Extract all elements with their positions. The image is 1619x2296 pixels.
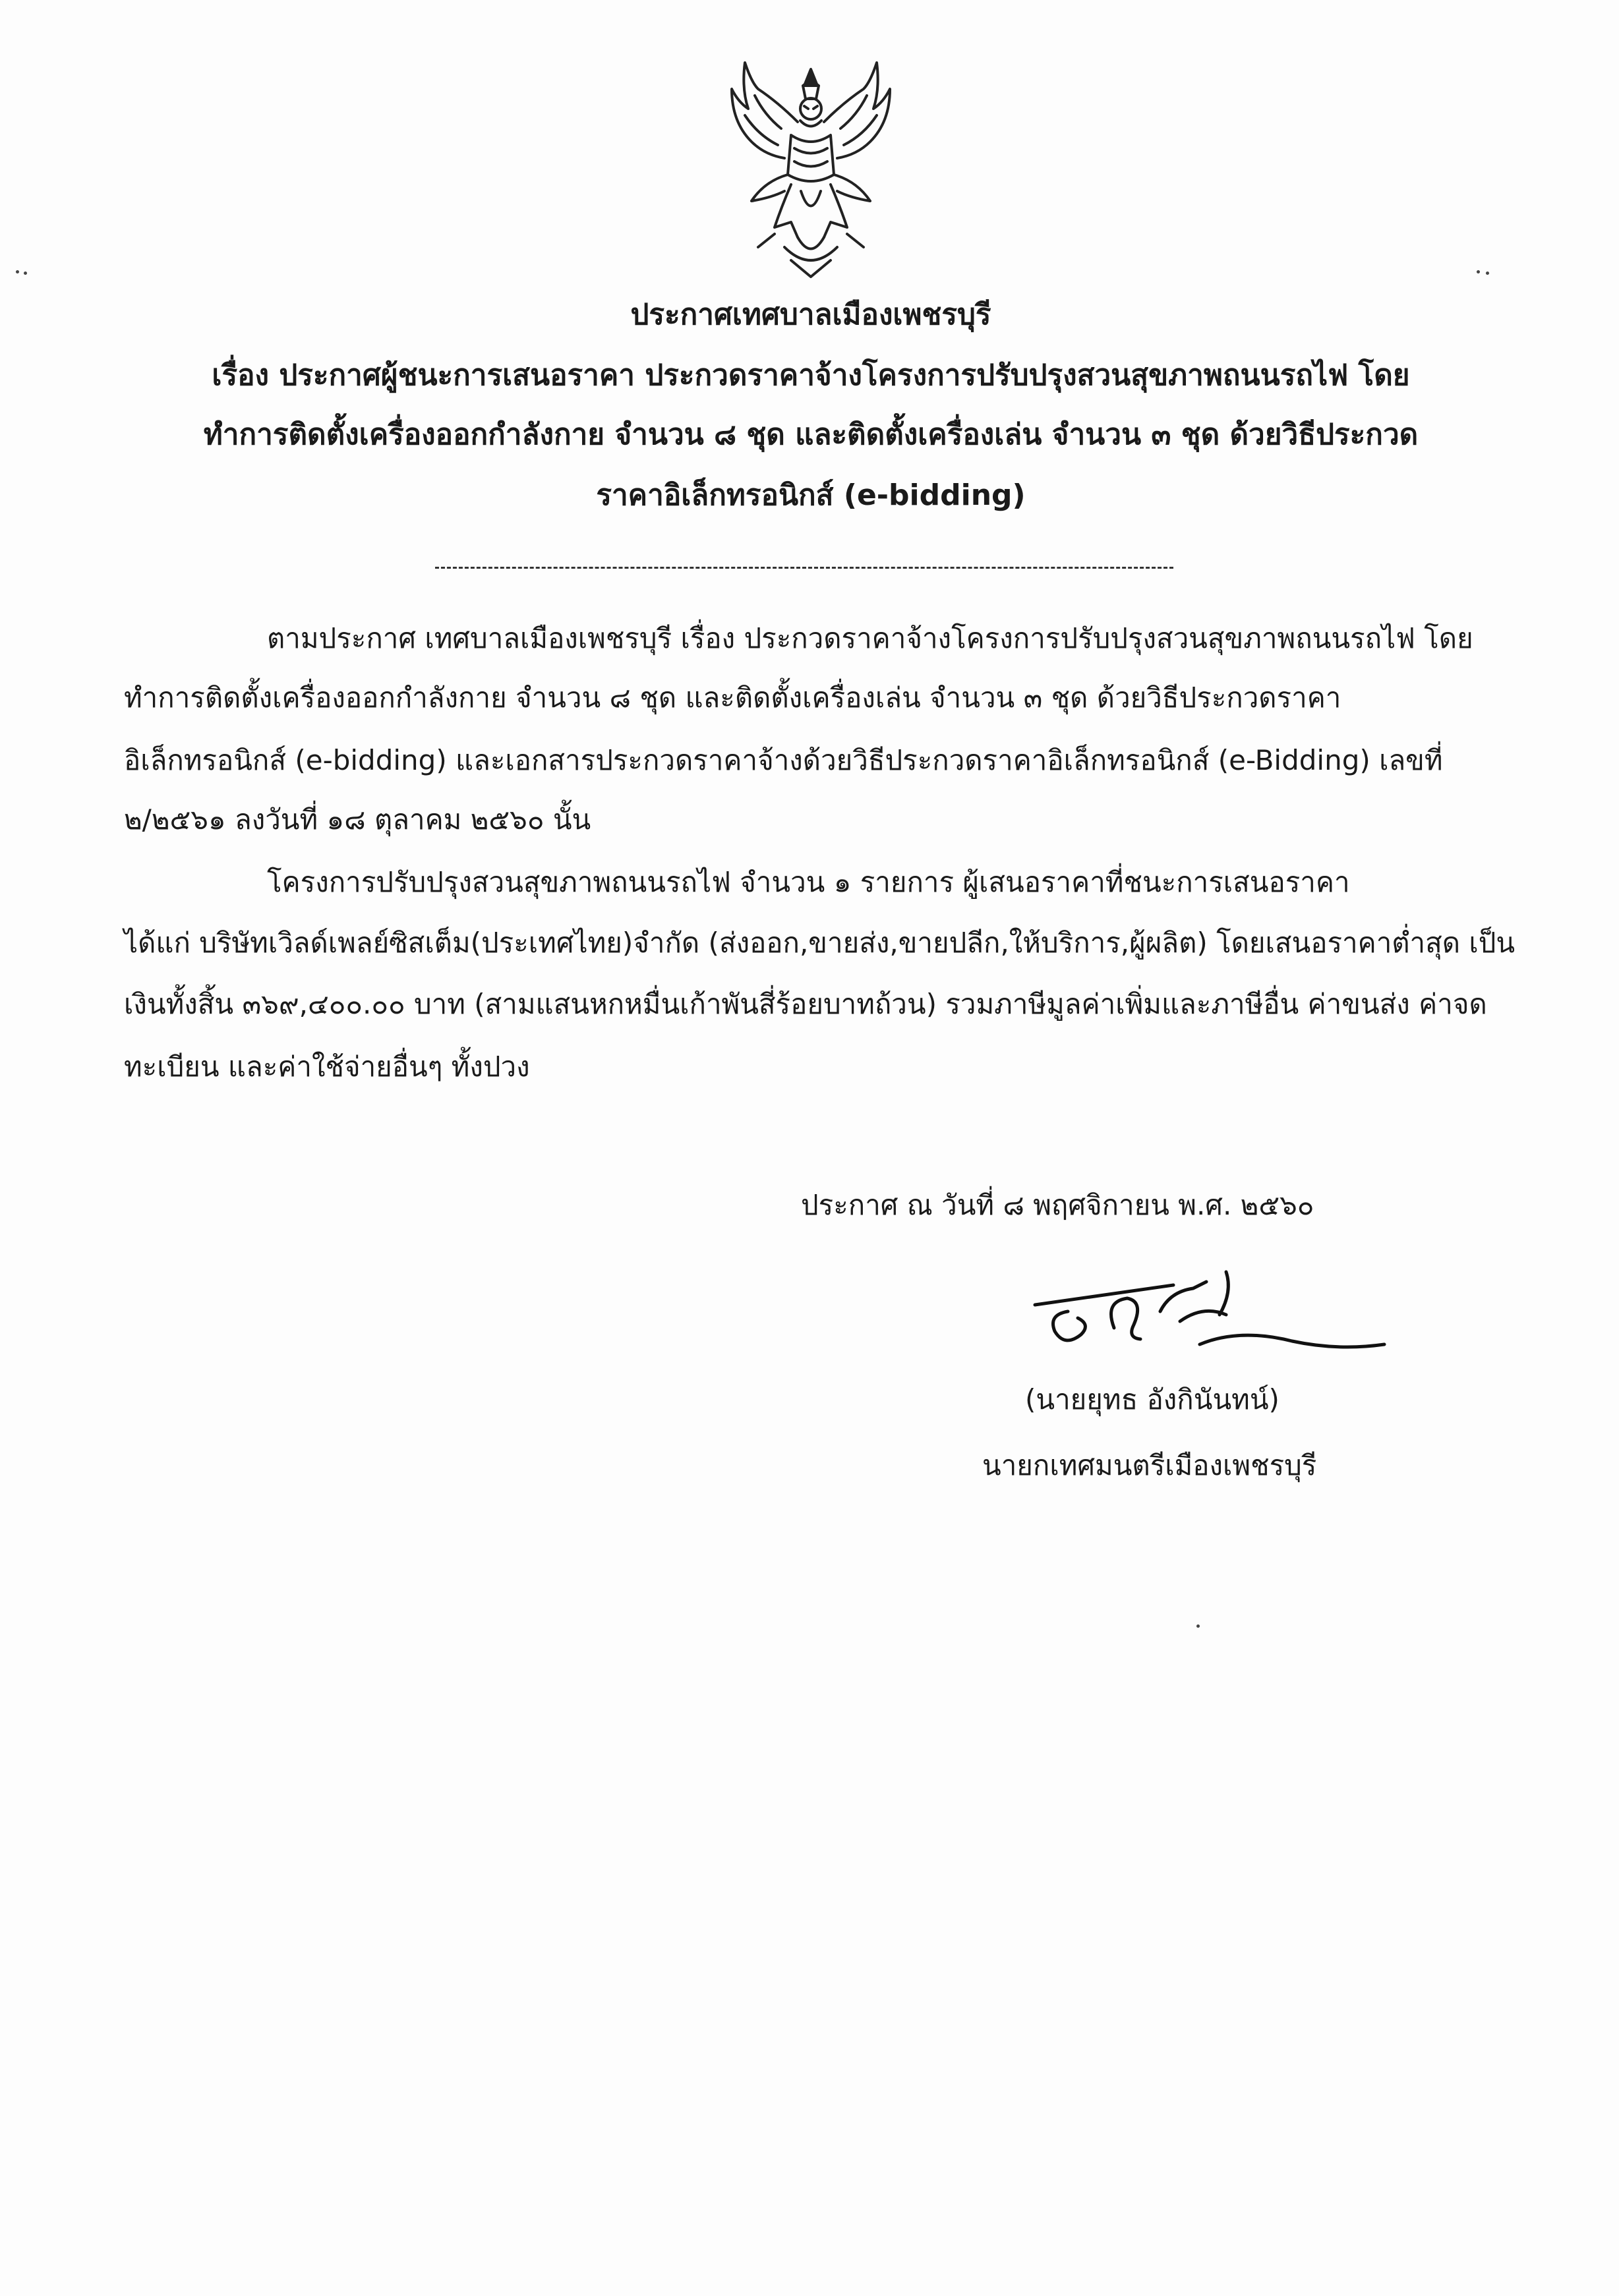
dashed-separator (435, 567, 1173, 569)
subject-line-3: ราคาอิเล็กทรอนิกส์ (e-bidding) (596, 478, 1026, 512)
scan-speck (24, 272, 27, 275)
scan-speck (1486, 272, 1489, 275)
subject-line-2: ทำการติดตั้งเครื่องออกกำลังกาย จำนวน ๘ ชุด และติดตั้งเครื่องเล่น จำนวน ๓ ชุด ด้วยวิธีประกวด (203, 418, 1419, 451)
scan-speck (1477, 270, 1480, 273)
paragraph-1-line-3: อิเล็กทรอนิกส์ (e-bidding) และเอกสารประกวดราคาจ้างด้วยวิธีประกวดราคาอิเล็กทรอนิกส์ (e-Bidding) เลขที่ (124, 744, 1443, 776)
handwritten-signature (1028, 1265, 1398, 1364)
paragraph-2-line-4: ทะเบียน และค่าใช้จ่ายอื่นๆ ทั้งปวง (124, 1050, 530, 1083)
paragraph-1-line-1: ตามประกาศ เทศบาลเมืองเพชรบุรี เรื่อง ประกวดราคาจ้างโครงการปรับปรุงสวนสุขภาพถนนรถไฟ โดย (267, 622, 1473, 654)
paragraph-2-line-3: เงินทั้งสิ้น ๓๖๙,๔๐๐.๐๐ บาท (สามแสนหกหมื่นเก้าพันสี่ร้อยบาทถ้วน) รวมภาษีมูลค่าเพิ่มและภาษีอื่น ค่าขนส่ง ค่าจด (124, 988, 1487, 1020)
scan-speck (16, 270, 19, 273)
announcement-date: ประกาศ ณ วันที่ ๘ พฤศจิกายน พ.ศ. ๒๕๖๐ (801, 1189, 1314, 1221)
paragraph-2-line-1: โครงการปรับปรุงสวนสุขภาพถนนรถไฟ จำนวน ๑ รายการ ผู้เสนอราคาที่ชนะการเสนอราคา (267, 866, 1350, 898)
paragraph-2-line-2: ได้แก่ บริษัทเวิลด์เพลย์ซิสเต็ม(ประเทศไทย)จำกัด (ส่งออก,ขายส่ง,ขายปลีก,ให้บริการ,ผู้ผลิต) โดยเสนอราคาต่ำสุด เป็น (124, 927, 1516, 959)
signer-name: (นายยุทธ อังกินันทน์) (1025, 1383, 1280, 1416)
paragraph-1-line-4: ๒/๒๕๖๑ ลงวันที่ ๑๘ ตุลาคม ๒๕๖๐ นั้น (124, 803, 591, 836)
scan-speck (1196, 1624, 1200, 1628)
paragraph-1-line-2: ทำการติดตั้งเครื่องออกกำลังกาย จำนวน ๘ ชุด และติดตั้งเครื่องเล่น จำนวน ๓ ชุด ด้วยวิธีประกวดราคา (124, 681, 1341, 714)
subject-line-1: เรื่อง ประกาศผู้ชนะการเสนอราคา ประกวดราคาจ้างโครงการปรับปรุงสวนสุขภาพถนนรถไฟ โดย (212, 359, 1410, 392)
announcement-title: ประกาศเทศบาลเมืองเพชรบุรี (630, 298, 991, 331)
signer-title: นายกเทศมนตรีเมืองเพชรบุรี (982, 1449, 1317, 1481)
garuda-emblem-icon (712, 49, 910, 287)
